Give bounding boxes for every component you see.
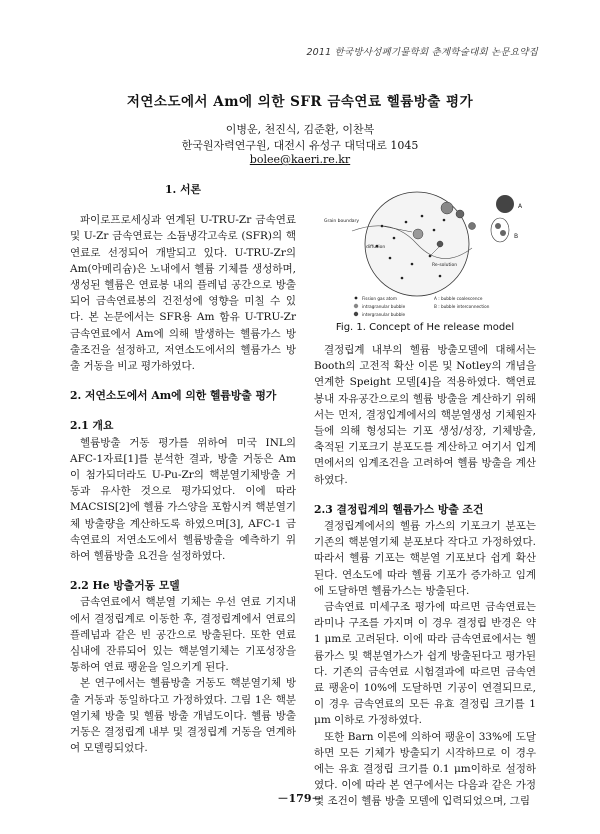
section-heading-intro: 1. 서론	[165, 183, 201, 196]
legend-intragranular: intragranular bubble	[362, 304, 406, 309]
legend-intragranular-marker	[354, 304, 358, 308]
model-paragraph-1: 금속연료에서 핵분열 기체는 우선 연료 기지내에서 결정립계로 이동한 후, 결정립계에서 연료의 플레넘과 같은 빈 공간으로 방출된다. 또한 연료 심내에 잔류되어 있는 핵분열기체는 기포성장을 통하여 연료 팽윤을 일으키게 된다.	[70, 596, 296, 674]
section-heading-2-2: 2.2 He 방출거동 모델	[70, 579, 180, 593]
label-a: A	[518, 203, 523, 210]
affiliation: 한국원자력연구원, 대전시 유성구 대덕대로 1045	[181, 139, 419, 152]
page-number: －179－	[277, 792, 323, 805]
he-release-concept-figure	[322, 186, 528, 320]
conditions-paragraph-3: 또한 Barn 이론에 의하여 팽윤이 33%에 도달하면 모든 기체가 방출되기 시작하므로 이 경우에는 유효 결정립 크기를 0.1 μm이하로 설정하였다. 이에 따라 본 연구에서는 다음과 같은 가정 및 조건이 헬륨 방출 모델에 입력되었으며, 그림	[314, 730, 536, 808]
right-column	[314, 342, 536, 810]
bubble-coalescence-marker	[496, 195, 514, 213]
diffusion-label: diffusion	[366, 245, 386, 250]
left-column	[70, 182, 296, 757]
release-model-paragraph: 결정립계 내부의 헬륨 방출모델에 대해서는 Booth의 고전적 확산 이론 및 Notley의 개념을 연계한 Speight 모델[4]을 적용하였다. 핵연료봉내 자유공간으로의 헬륨 방출을 계산하기 위해서는 먼저, 결정입계에서의 핵분열생성 기체원자들에 의해 형성되는 기포 생성/성장, 기체방출, 축적된 기포크기 분포도를 계산하고 여기서 입계면에서의 임계조건을 고려하여 헬륨 방출을 계산하였다.	[314, 344, 536, 486]
section-heading-2: 2. 저연소도에서 Am에 의한 헬륨방출 평가	[70, 389, 277, 403]
legend-intergranular: intergranular bubble	[362, 312, 406, 317]
conditions-paragraph-1: 결정립계에서의 헬륨 가스의 기포크기 분포는 기존의 핵분열기체 분포보다 작다고 가정하였다. 따라서 헬륨 기포는 핵분열 기포보다 쉽게 확산된다. 연소도에 따라 헬륨 기포가 증가하고 임계에 도달하면 헬륨가스는 방출된다.	[314, 520, 536, 597]
legend-fission-gas: Fission gas atom	[362, 296, 397, 301]
grain-boundary-label: Grain boundary	[324, 219, 360, 224]
resolution-label: Re-solution	[432, 263, 458, 268]
overview-paragraph: 헬륨방출 거동 평가를 위하여 미국 INL의 AFC-1자료[1]를 분석한 결과, 방출 거동은 Am이 첨가되더라도 U-Pu-Zr의 핵분열기체방출 거동과 유사한 것으로 평가되었다. 이에 따라 MACSIS[2]에 헬륨 가스양을 포함시켜 핵분열기체 방출량을 계산하도록 하였으며[3], AFC-1 금속연료의 저연소도에서 헬륨방출을 예측하기 위하여 헬륨방출 요건을 설정하였다.	[70, 436, 296, 563]
label-b: B	[514, 233, 519, 240]
section-heading-2-1: 2.1 개요	[70, 419, 114, 433]
legend-intergranular-marker	[354, 312, 358, 316]
model-paragraph-2: 본 연구에서는 헬륨방출 거동도 핵분열기체 방출 거동과 동일하다고 가정하였다. 그림 1은 핵분열기체 방출 및 헬륨 방출 개념도이다. 헬륨 방출 거동은 결정립계 내부 및 결정립계 거동을 연계하여 모델링되었다.	[70, 677, 296, 755]
intro-paragraph: 파이로프로세싱과 연계된 U-TRU-Zr 금속연료 및 U-Zr 금속연료는 소듐냉각고속로 (SFR)의 핵연료로 선정되어 개발되고 있다. U-TRU-Zr의 Am(아메리슘)은 노내에서 헬륨 기체를 생성하며, 생성된 헬륨은 연료봉 내의 플레넘 공간으로 방출되어 금속연료봉의 건전성에 영향을 미칠 수 있다. 본 논문에서는 SFR용 Am 함유 U-TRU-Zr 금속연료에서 Am에 의해 발생하는 헬륨가스 방출조건을 설정하고, 저연소도에서의 헬륨가스 방출 거동을 비교 평가하였다.	[70, 214, 296, 373]
paper-title: 저연소도에서 Am에 의한 SFR 금속연료 헬륨방출 평가	[126, 94, 474, 110]
conditions-paragraph-2: 금속연료 미세구조 평가에 따르면 금속연료는 라미나 구조를 가지며 이 경우 결정립 반경은 약 1 μm로 고려된다. 이에 따라 금속연료에서는 헬륨가스 및 핵분열가스가 쉽게 방출된다고 평가된다. 기존의 금속연료 시험결과에 따르면 금속연료 팽윤이 10%에 도달하면 기공이 연결되므로, 이 경우 금속연료의 모든 유효 결정립 크기를 1 μm 이하로 가정하였다.	[314, 601, 536, 727]
section-heading-2-3: 2.3 결정립계의 헬륨가스 방출 조건	[314, 502, 484, 516]
bubble-interconnection-marker	[491, 218, 509, 242]
figure-caption: Fig. 1. Concept of He release model	[335, 322, 515, 333]
email-link[interactable]: bolee@kaeri.re.kr	[249, 153, 351, 166]
authors: 이병운, 천진식, 김준환, 이찬복	[225, 123, 375, 136]
legend-b: B : bubble interconnection	[434, 304, 490, 309]
conference-header: 2011 한국방사성폐기물학회 춘계학술대회 논문요약집	[306, 47, 538, 58]
legend-fission-gas-marker	[355, 297, 358, 300]
legend-a: A : bubble coalescence	[434, 296, 483, 301]
